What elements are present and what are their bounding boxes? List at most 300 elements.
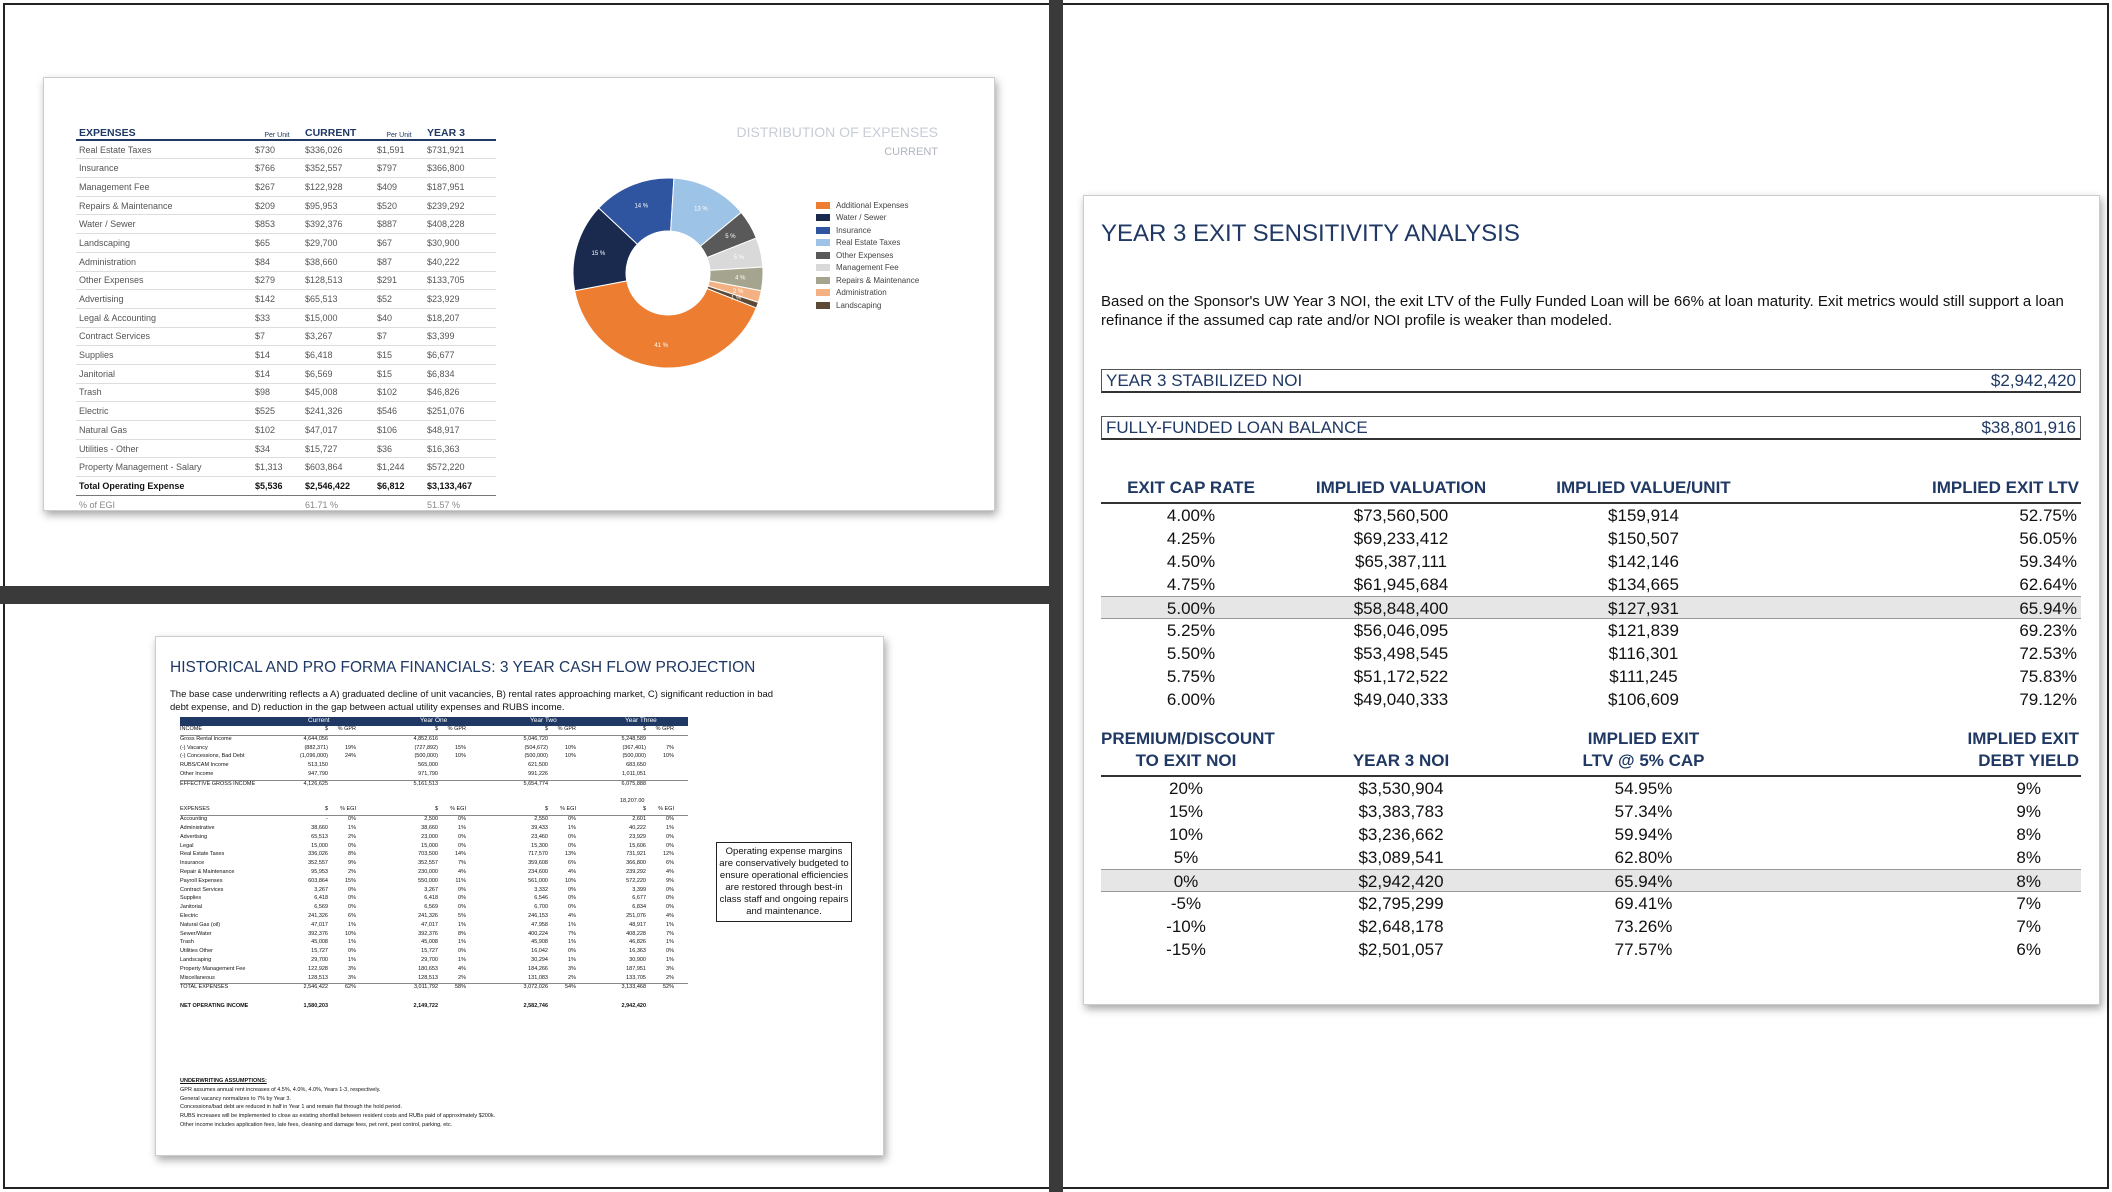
donut-slice-label: 15 % [591, 250, 606, 257]
cashflow-value: 38,660 [311, 824, 328, 831]
cashflow-row [180, 825, 688, 834]
cashflow-value: 3,332 [534, 886, 548, 893]
sensitivity-row [1101, 688, 2081, 711]
expense-cell: Natural Gas [76, 421, 252, 440]
cashflow-value: 234,600 [528, 868, 548, 875]
cashflow-row-label: NET OPERATING INCOME [180, 1003, 249, 1010]
donut-slice-label: 1 % [731, 295, 742, 302]
expense-cell: $2,546,422 [302, 477, 374, 496]
expense-cell: Other Expenses [76, 271, 252, 290]
cashflow-value: 15,727 [421, 948, 438, 955]
cashflow-value: 2,550 [534, 816, 548, 823]
legend-swatch [816, 227, 830, 234]
cashflow-pct: 8% [458, 930, 466, 937]
legend-item [816, 249, 919, 262]
legend-item [816, 262, 919, 275]
loan-balance-label: FULLY-FUNDED LOAN BALANCE [1106, 417, 1368, 437]
sensitivity-cell: $134,665 [1608, 575, 1679, 594]
premium-discount-table [1101, 731, 2081, 961]
cashflow-pct: 0% [458, 816, 466, 823]
sensitivity-header [1101, 458, 2081, 504]
cashflow-value: $ [434, 806, 438, 813]
cashflow-pct: 1% [568, 956, 576, 963]
expense-cell: $34 [252, 439, 302, 458]
cashflow-pct: 0% [568, 948, 576, 955]
legend-label: Real Estate Taxes [836, 238, 901, 248]
expense-row [76, 421, 496, 440]
header-line: PREMIUM/DISCOUNT [1101, 729, 1275, 748]
cashflow-pct: 2% [348, 868, 356, 875]
sensitivity-row [1101, 869, 2081, 892]
cashflow-value: 3,399 [632, 886, 646, 893]
cashflow-pct: 10% [564, 877, 576, 884]
expense-cell: % of EGI [79, 499, 116, 510]
cashflow-pct: 10% [344, 930, 356, 937]
sensitivity-row [1101, 938, 2081, 961]
cashflow-pct: 0% [666, 842, 674, 849]
cashflow-pct: 0% [666, 948, 674, 955]
cashflow-pct: 4% [666, 868, 674, 875]
cashflow-value: 29,700 [421, 956, 438, 963]
sensitivity-cell: $111,245 [1609, 667, 1678, 686]
expense-row [76, 159, 496, 178]
cashflow-pct: 24% [344, 753, 356, 760]
expense-cell: $279 [252, 271, 302, 290]
expense-row [76, 327, 496, 346]
expense-cell: $797 [374, 159, 424, 178]
cashflow-row-label: Administrative [180, 824, 215, 831]
sensitivity-cell: 6.00% [1166, 690, 1216, 709]
cashflow-value: 603,864 [308, 877, 328, 884]
cashflow-pct: 1% [458, 921, 466, 928]
cashflow-pct: 0% [348, 904, 356, 911]
cashflow-pct: 1% [348, 824, 356, 831]
cashflow-pct: 62% [344, 984, 356, 991]
units-note: 18,207.00 [620, 797, 645, 804]
cashflow-value: 1,580,203 [303, 1003, 328, 1010]
expense-cell: $142 [252, 290, 302, 309]
expense-cell: $40 [374, 308, 424, 327]
per-unit-header: Per Unit [252, 121, 302, 140]
assumption-item: General vacancy normalizes to 7% by Year 3. [180, 1095, 291, 1102]
cashflow-value: 46,826 [629, 939, 646, 946]
expense-cell: $730 [252, 140, 302, 159]
expense-cell: $1,313 [252, 458, 302, 477]
cashflow-value: 3,267 [424, 886, 438, 893]
cashflow-value: 5,046,720 [523, 735, 548, 742]
sensitivity-cell: 4.25% [1166, 529, 1216, 548]
legend-item [816, 237, 919, 250]
cashflow-pct: 1% [666, 939, 674, 946]
sensitivity-cell: 56.05% [2019, 529, 2077, 548]
cashflow-value: 40,222 [629, 824, 646, 831]
sensitivity-cell: $3,089,541 [1358, 848, 1444, 867]
expense-cell: Insurance [76, 159, 252, 178]
expense-row [76, 178, 496, 197]
cashflow-pct: 0% [666, 886, 674, 893]
legend-swatch [816, 239, 830, 246]
cashflow-row [180, 843, 688, 852]
cashflow-pct: 0% [458, 904, 466, 911]
expense-cell: $7 [374, 327, 424, 346]
legend-swatch [816, 214, 830, 221]
cashflow-pct: 0% [458, 833, 466, 840]
cashflow-pct: 1% [666, 956, 674, 963]
cashflow-pct: 58% [454, 984, 466, 991]
expense-cell: Landscaping [76, 234, 252, 253]
sensitivity-cell: 0% [1173, 872, 1199, 891]
cashflow-pct: 0% [568, 842, 576, 849]
cashflow-row-label: Gross Rental Income [180, 735, 232, 742]
cashflow-panel [155, 636, 884, 1156]
cashflow-value: 6,834 [632, 904, 646, 911]
expense-cell: $6,834 [424, 364, 496, 383]
expense-cell: $15,727 [302, 439, 374, 458]
sensitivity-cell: 57.34% [1614, 802, 1673, 821]
cashflow-pct: 13% [564, 851, 576, 858]
cashflow-pct: 1% [348, 939, 356, 946]
cashflow-row-label: (-) Vacancy [180, 744, 208, 751]
cashflow-row [180, 869, 688, 878]
cashflow-row [180, 745, 688, 754]
cashflow-pct: 7% [666, 744, 674, 751]
cashflow-pct: 0% [458, 842, 466, 849]
sensitivity-cell: 8% [2016, 825, 2041, 844]
sensitivity-cell: 8% [2016, 848, 2041, 867]
cashflow-value: 6,546 [534, 895, 548, 902]
expense-cell: Electric [76, 402, 252, 421]
cap-rate-table [1101, 458, 2081, 711]
cashflow-pct: 3% [348, 965, 356, 972]
cashflow-value: 128,513 [418, 974, 438, 981]
legend-label: Management Fee [836, 263, 899, 273]
expense-cell: $14 [252, 346, 302, 365]
sensitivity-cell: 6% [2016, 940, 2041, 959]
sensitivity-row [1101, 573, 2081, 596]
expense-cell: $46,826 [424, 383, 496, 402]
sensitivity-header-cell [1101, 728, 1275, 772]
cashflow-pct: 9% [348, 860, 356, 867]
cashflow-row-label: Landscaping [180, 956, 212, 963]
legend-item [816, 299, 919, 312]
cashflow-pct: 0% [666, 816, 674, 823]
cashflow-value: 95,953 [311, 868, 328, 875]
cashflow-pct: 0% [348, 948, 356, 955]
cashflow-value: $ [642, 806, 646, 813]
cashflow-pct: 11% [455, 877, 466, 884]
sensitivity-row [1101, 846, 2081, 869]
cashflow-value: 408,228 [626, 930, 646, 937]
cashflow-row-label: Insurance [180, 860, 205, 867]
expense-row [76, 495, 496, 513]
sensitivity-cell: 73.26% [1614, 917, 1673, 936]
expense-row [76, 252, 496, 271]
legend-swatch [816, 252, 830, 259]
cashflow-pct: % GPR [557, 726, 576, 732]
cashflow-value: 513,150 [308, 762, 328, 769]
cashflow-value: 6,075,888 [621, 780, 646, 787]
expense-cell: $23,929 [424, 290, 496, 309]
cashflow-pct: 19% [344, 744, 356, 751]
cashflow-value: 352,557 [418, 860, 438, 867]
cashflow-pct: 10% [564, 744, 576, 751]
cashflow-row-label: Accounting [180, 816, 208, 823]
expense-cell: $128,513 [302, 271, 374, 290]
expense-cell: $731,921 [424, 140, 496, 159]
expense-cell: $87 [374, 252, 424, 271]
donut-slice-label: 4 % [735, 275, 746, 282]
sensitivity-cell: 10% [1168, 825, 1204, 844]
expense-cell: Legal & Accounting [76, 308, 252, 327]
expense-cell: $18,207 [424, 308, 496, 327]
cashflow-value: $ [324, 806, 328, 813]
expense-row [76, 271, 496, 290]
sensitivity-cell: 5.25% [1166, 621, 1216, 640]
donut-slice-label: 5 % [725, 234, 736, 241]
expense-cell: $102 [252, 421, 302, 440]
cashflow-row-label: Advertising [180, 833, 208, 840]
sensitivity-cell: 62.80% [1614, 848, 1673, 867]
cashflow-row-label: Sewer/Water [180, 930, 212, 937]
cashflow-row [180, 957, 688, 966]
cashflow-value: (504,672) [524, 744, 548, 751]
legend-label: Additional Expenses [836, 200, 909, 210]
cashflow-row-label: Natural Gas (oil) [180, 921, 221, 928]
cashflow-row-label: Miscellaneous [180, 974, 215, 981]
sensitivity-cell: $2,795,299 [1358, 894, 1444, 913]
cashflow-value: 65,513 [311, 833, 328, 840]
legend-swatch [816, 277, 830, 284]
cashflow-value: 131,083 [528, 974, 548, 981]
sensitivity-cell: 15% [1168, 802, 1204, 821]
expense-cell: $6,812 [374, 477, 424, 496]
cashflow-pct: 12% [662, 851, 674, 858]
expense-cell: $366,800 [424, 159, 496, 178]
cashflow-row-label: Janitorial [180, 904, 203, 911]
cashflow-row [180, 975, 688, 985]
cashflow-value: 2,500 [424, 816, 438, 823]
cashflow-value: 47,017 [421, 921, 438, 928]
cashflow-pct: 1% [666, 824, 674, 831]
cashflow-value: (500,000) [524, 753, 548, 760]
cashflow-value: 971,790 [418, 770, 438, 777]
sensitivity-row [1101, 596, 2081, 619]
cashflow-value: 184,266 [528, 965, 548, 972]
cashflow-value: 30,294 [531, 956, 548, 963]
cashflow-row [180, 762, 688, 771]
donut-slice-label: 14 % [634, 203, 649, 210]
cashflow-value: 39,433 [531, 824, 548, 831]
cashflow-row [180, 771, 688, 781]
expense-cell: $525 [252, 402, 302, 421]
expense-cell: Supplies [76, 346, 252, 365]
assumption-item: Concessions/bad debt are reduced in half in Year 1 and remain flat through the hold period. [180, 1104, 402, 1111]
sensitivity-cell: $69,233,412 [1353, 529, 1449, 548]
cashflow-value: 6,418 [424, 895, 438, 902]
sensitivity-row [1101, 504, 2081, 527]
expense-cell: Total Operating Expense [76, 477, 252, 496]
sensitivity-cell: 62.64% [2019, 575, 2077, 594]
cashflow-value: 366,800 [626, 860, 646, 867]
cashflow-value: $ [434, 726, 438, 732]
cashflow-value: 2,546,422 [303, 984, 328, 991]
sensitivity-cell: $127,931 [1608, 599, 1679, 618]
sensitivity-row [1101, 892, 2081, 915]
expense-cell: $15 [374, 364, 424, 383]
expense-cell: Repairs & Maintenance [76, 196, 252, 215]
expense-cell: $102 [374, 383, 424, 402]
expense-cell: $40,222 [424, 252, 496, 271]
legend-swatch [816, 202, 830, 209]
cashflow-pct: 1% [568, 939, 576, 946]
header-line: YEAR 3 NOI [1352, 751, 1450, 770]
cashflow-pct: 15% [454, 744, 466, 751]
cashflow-value: 572,220 [626, 877, 646, 884]
cashflow-value: 15,606 [629, 842, 646, 849]
cashflow-pct: 15% [344, 877, 356, 884]
cashflow-row [180, 904, 688, 913]
sensitivity-description: Based on the Sponsor's UW Year 3 NOI, the exit LTV of the Fully Funded Loan will be 66% at loan maturity. Exit metrics would still support a loan refinance if the assumed cap rate and/or NOI profile is weaker than modeled. [1101, 293, 2064, 329]
cashflow-row [180, 887, 688, 896]
expense-cell: $267 [252, 178, 302, 197]
donut-slice-label: 2 % [733, 289, 744, 296]
expense-cell: $84 [252, 252, 302, 271]
sensitivity-cell: $142,146 [1608, 552, 1679, 571]
sensitivity-cell: 5.50% [1166, 644, 1216, 663]
sensitivity-cell: 59.34% [2019, 552, 2077, 571]
cashflow-row [180, 781, 688, 790]
cashflow-pct: 3% [568, 965, 576, 972]
sensitivity-cell: $3,383,783 [1358, 802, 1444, 821]
cashflow-value: 6,569 [424, 904, 438, 911]
header-line: DEBT YIELD [1978, 751, 2079, 770]
sensitivity-cell: $2,648,178 [1358, 917, 1444, 936]
sensitivity-cell: $2,501,057 [1358, 940, 1444, 959]
sensitivity-cell: 4.50% [1166, 552, 1216, 571]
cashflow-pct: 0% [348, 816, 356, 823]
sensitivity-cell: $150,507 [1608, 529, 1679, 548]
cashflow-value: 133,705 [626, 974, 646, 981]
expense-cell: $546 [374, 402, 424, 421]
expense-cell: $122,928 [302, 178, 374, 197]
cashflow-pct: 1% [458, 824, 466, 831]
cashflow-pct: 6% [666, 860, 674, 867]
cashflow-value: 561,000 [528, 877, 548, 884]
cashflow-value: 359,608 [528, 860, 548, 867]
col-current: Current [308, 717, 330, 724]
cashflow-pct: % GPR [655, 726, 674, 732]
cashflow-row [180, 966, 688, 975]
sensitivity-title: YEAR 3 EXIT SENSITIVITY ANALYSIS [1101, 220, 1520, 247]
sensitivity-cell: -15% [1166, 940, 1206, 959]
cashflow-row [180, 860, 688, 869]
sensitivity-cell: 7% [2016, 894, 2041, 913]
cashflow-value: 2,149,722 [413, 1003, 438, 1010]
cashflow-title: HISTORICAL AND PRO FORMA FINANCIALS: 3 YEAR CASH FLOW PROJECTION [170, 659, 756, 676]
cashflow-pct: 0% [568, 886, 576, 893]
expense-cell: $106 [374, 421, 424, 440]
cashflow-row [180, 895, 688, 904]
cashflow-pct: % GPR [447, 726, 466, 732]
horizontal-divider [0, 586, 1049, 604]
cashflow-value: (882,371) [304, 744, 328, 751]
cashflow-pct: % GPR [337, 726, 356, 732]
expense-cell: $241,326 [302, 402, 374, 421]
expense-cell: $1,591 [374, 140, 424, 159]
expense-cell: Property Management - Salary [76, 458, 252, 477]
expense-row [76, 458, 496, 477]
stabilized-noi-value: $2,942,420 [1990, 370, 2076, 390]
cashflow-value: 23,460 [531, 833, 548, 840]
sensitivity-row [1101, 915, 2081, 938]
expenses-panel [43, 77, 995, 511]
cashflow-value: (727,892) [414, 744, 438, 751]
cashflow-row [180, 736, 688, 745]
cashflow-row-label: Payroll Expenses [180, 877, 223, 884]
cashflow-value: 45,008 [311, 939, 328, 946]
cashflow-row-label: Repair & Maintenance [180, 868, 235, 875]
cashflow-pct: 0% [568, 833, 576, 840]
sensitivity-cell: 5% [1173, 848, 1199, 867]
expense-row [76, 364, 496, 383]
legend-item [816, 199, 919, 212]
sensitivity-row [1101, 823, 2081, 846]
sensitivity-header-cell: IMPLIED EXIT LTV [1931, 478, 2079, 497]
cashflow-pct: 4% [568, 912, 576, 919]
sensitivity-cell: $51,172,522 [1353, 667, 1449, 686]
cashflow-value: 5,654,774 [523, 780, 548, 787]
cashflow-value: 621,500 [528, 762, 548, 769]
cashflow-pct: 0% [348, 842, 356, 849]
cashflow-value: 180,653 [418, 965, 438, 972]
cashflow-pct: 0% [348, 895, 356, 902]
expense-cell: $5,536 [252, 477, 302, 496]
cashflow-pct: 7% [458, 860, 466, 867]
cashflow-value: 251,076 [626, 912, 646, 919]
sensitivity-cell: 69.41% [1614, 894, 1673, 913]
expense-cell: 61.71 % [305, 499, 339, 510]
expense-cell: $48,917 [424, 421, 496, 440]
cashflow-pct: 6% [568, 860, 576, 867]
cashflow-value: 15,300 [531, 842, 548, 849]
current-header: CURRENT [302, 121, 374, 140]
expense-cell: $6,569 [302, 364, 374, 383]
cashflow-value: 2,582,746 [523, 1003, 548, 1010]
loan-balance-box [1101, 416, 2081, 440]
sensitivity-cell: 20% [1168, 779, 1204, 798]
sensitivity-row [1101, 527, 2081, 550]
expense-cell: $45,008 [302, 383, 374, 402]
cashflow-value: 241,326 [418, 912, 438, 919]
expense-cell: $38,660 [302, 252, 374, 271]
cashflow-pct: 2% [666, 974, 674, 981]
expense-row [76, 439, 496, 458]
expense-cell: Janitorial [76, 364, 252, 383]
cashflow-value: 400,224 [528, 930, 548, 937]
cashflow-row [180, 984, 688, 993]
cashflow-value: 5,248,589 [621, 735, 646, 742]
expense-row [76, 290, 496, 309]
cashflow-row-label: Utilities Other [180, 948, 214, 955]
expense-cell: $209 [252, 196, 302, 215]
cashflow-value: 47,017 [311, 921, 328, 928]
cashflow-pct: 10% [662, 753, 674, 760]
cashflow-pct: 1% [348, 921, 356, 928]
cashflow-value: 6,700 [534, 904, 548, 911]
expenses-header: EXPENSES [76, 121, 252, 140]
expense-cell: 51.57 % [427, 499, 461, 510]
cashflow-row-label: Supplies [180, 895, 202, 902]
